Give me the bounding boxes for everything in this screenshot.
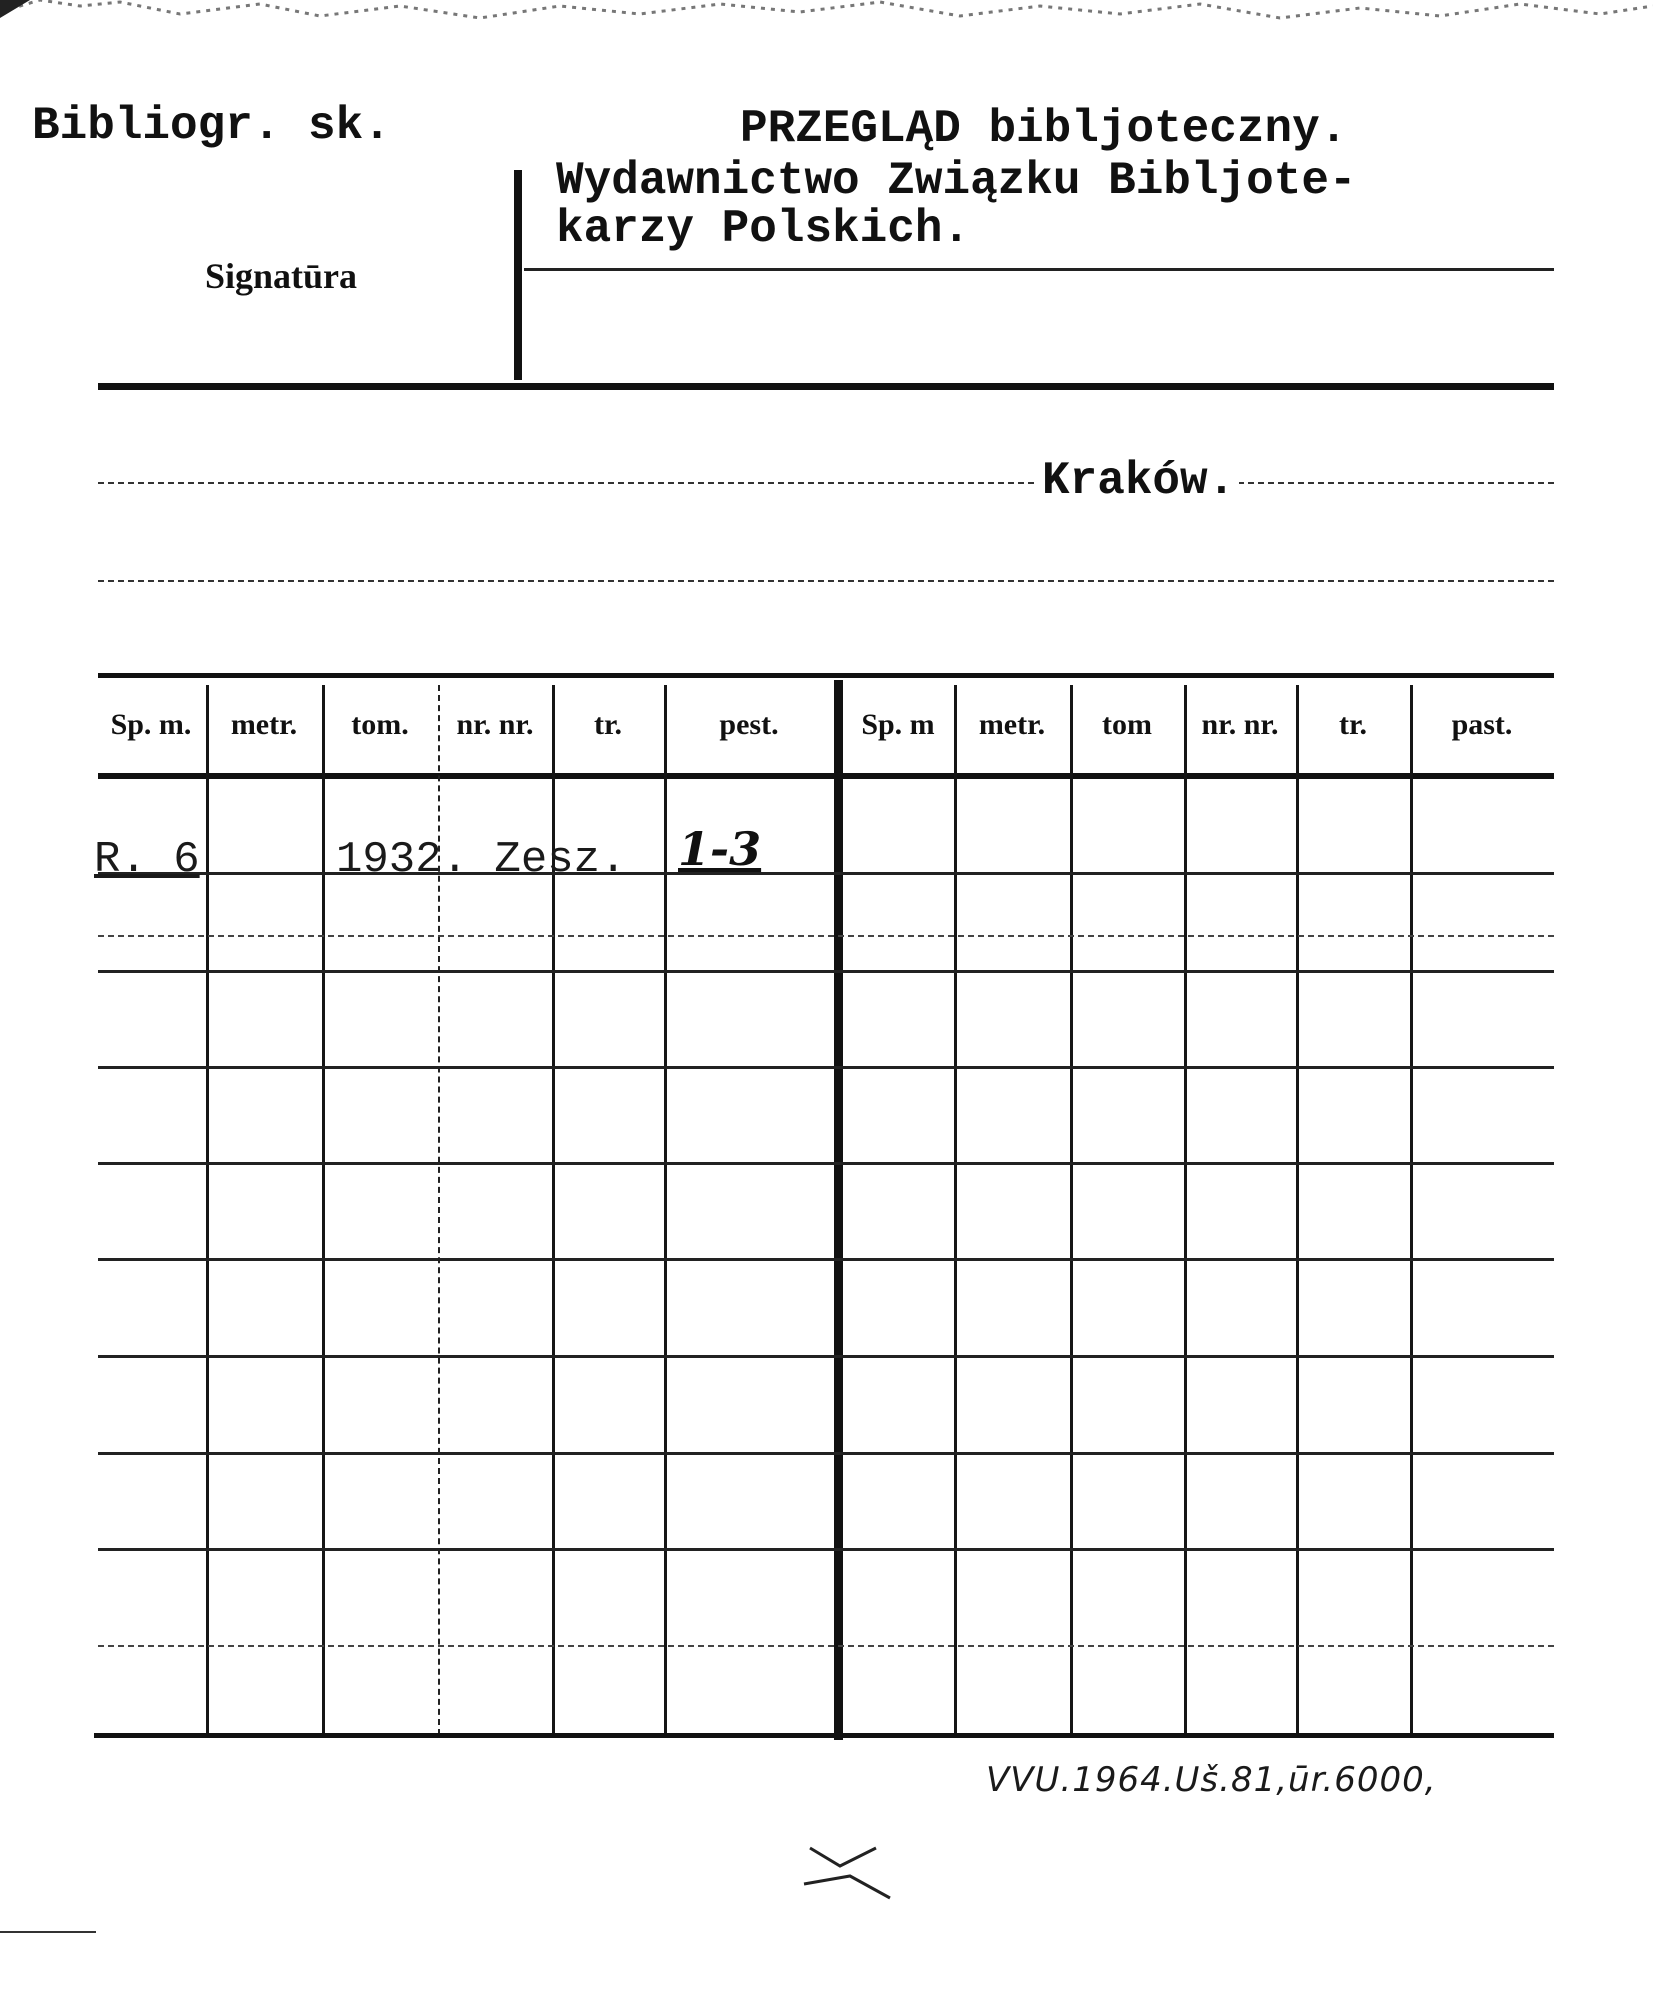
header-past-right: past. xyxy=(1451,708,1513,741)
scan-edge-noise xyxy=(0,0,1653,40)
header-tom-left: tom. xyxy=(351,708,409,741)
title-line-3: karzy Polskich. xyxy=(556,203,971,255)
imprint-line-1 xyxy=(98,482,1554,484)
header-divider xyxy=(514,170,522,380)
footer-accession-note: VVU.1964.Uš.81,ūr.6000, xyxy=(986,1760,1437,1800)
table-row-line xyxy=(98,1258,1554,1261)
table-center-divider xyxy=(834,680,843,1740)
header-metr-left: metr. xyxy=(230,708,298,741)
table-row-line xyxy=(98,1548,1554,1551)
header-rule xyxy=(98,383,1554,390)
table-row-line xyxy=(98,1355,1554,1358)
stray-mark xyxy=(800,1840,900,1920)
col-divider xyxy=(206,685,209,1735)
entry-year-issue: 1932. Zesz. xyxy=(336,835,627,885)
table-row-line xyxy=(98,1162,1554,1165)
header-pest-left: pest. xyxy=(719,708,779,741)
title-line-1: PRZEGLĄD bibljoteczny. xyxy=(740,103,1348,155)
table-header-rule xyxy=(98,773,1554,779)
title-underline xyxy=(524,268,1554,271)
header-nr-nr-right: nr. nr. xyxy=(1201,708,1279,741)
header-metr-right: metr. xyxy=(978,708,1046,741)
table-top-rule xyxy=(98,673,1554,678)
imprint-line-2 xyxy=(98,580,1554,582)
header-tom-right: tom xyxy=(1102,708,1152,741)
entry-volume: R. 6 xyxy=(94,835,200,885)
col-divider xyxy=(1070,685,1073,1735)
col-divider xyxy=(954,685,957,1735)
entry-issues-handwritten: 1-3 xyxy=(678,822,762,876)
table-bottom-rule xyxy=(94,1733,1554,1738)
table-row-line xyxy=(98,1645,1554,1647)
stray-mark xyxy=(0,1920,100,1940)
header-sp-m-left: Sp. m. xyxy=(110,708,192,741)
table-row-line xyxy=(98,1452,1554,1455)
table-row-line xyxy=(98,935,1554,937)
header-sp-m-right: Sp. m xyxy=(861,708,935,741)
signature-label: Signatūra xyxy=(205,256,358,296)
col-divider xyxy=(664,685,667,1735)
table-row-line xyxy=(98,970,1554,973)
header-tr-left: tr. xyxy=(593,708,623,741)
header-tr-right: tr. xyxy=(1338,708,1368,741)
place-of-publication: Kraków. xyxy=(1038,455,1239,507)
signature-code: Bibliogr. sk. xyxy=(32,100,391,152)
col-divider xyxy=(1296,685,1299,1735)
col-divider xyxy=(1410,685,1413,1735)
col-divider xyxy=(1184,685,1187,1735)
table-row-line xyxy=(98,1066,1554,1069)
header-nr-nr-left: nr. nr. xyxy=(456,708,534,741)
table-row-line xyxy=(98,872,1554,875)
title-line-2: Wydawnictwo Związku Bibljote- xyxy=(556,155,1357,207)
col-divider xyxy=(322,685,325,1735)
